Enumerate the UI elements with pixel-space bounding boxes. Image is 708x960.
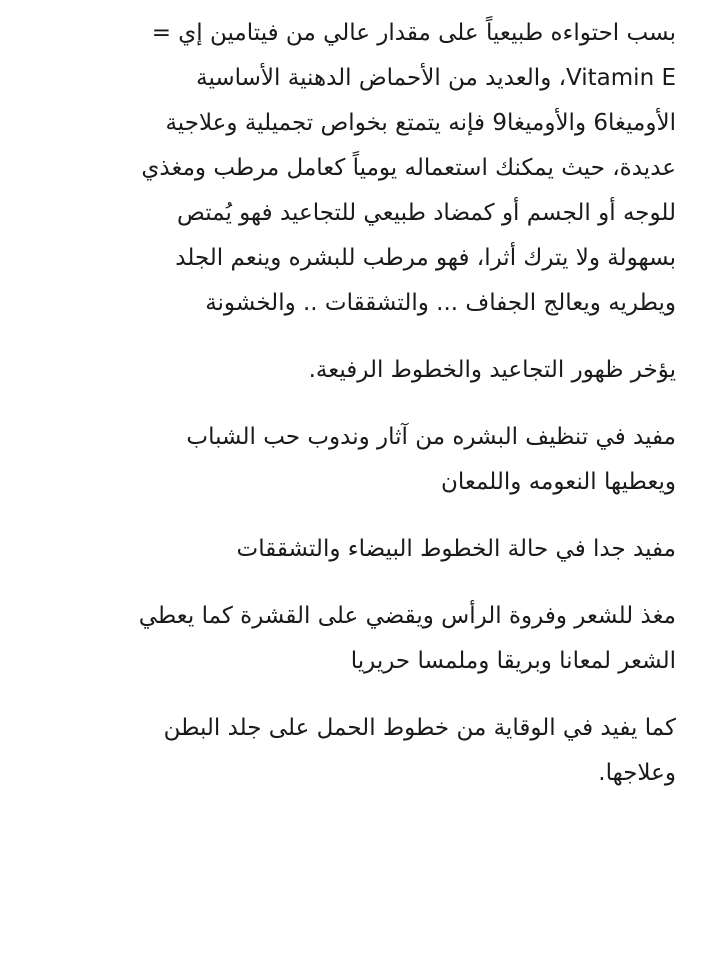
paragraph-stretch-lines [30, 527, 676, 572]
paragraph-spacer [30, 393, 676, 415]
paragraph-acne-scars [30, 415, 676, 505]
text-line: الأوميغا6 والأوميغا9 فإنه يتمتع بخواص تجميلية وعلاجية [165, 110, 676, 136]
paragraph-spacer [30, 505, 676, 527]
paragraph-wrinkles [30, 348, 676, 393]
text-line: بسهولة ولا يترك أثرا، فهو مرطب للبشره وينعم الجلد [175, 245, 676, 271]
paragraph-spacer [30, 326, 676, 348]
paragraph-pregnancy-marks [30, 706, 676, 796]
text-line: يؤخر ظهور التجاعيد والخطوط الرفيعة. [308, 357, 676, 383]
text-line: بسب احتواءه طبيعياً على مقدار عالي من فيتامين إي = [151, 20, 676, 46]
text-line: كما يفيد في الوقاية من خطوط الحمل على جلد البطن [163, 715, 676, 741]
paragraph-spacer [30, 684, 676, 706]
text-line: مغذ للشعر وفروة الرأس ويقضي على القشرة كما يعطي [138, 603, 676, 629]
text-line: عديدة، حيث يمكنك استعماله يومياً كعامل مرطب ومغذي [141, 155, 676, 181]
text-line: مفيد في تنظيف البشره من آثار وندوب حب الشباب [186, 424, 676, 450]
text-line: ويعطيها النعومه واللمعان [440, 469, 676, 495]
document-body [30, 0, 676, 796]
text-line: ويطريه ويعالج الجفاف ... والتشققات .. والخشونة [205, 290, 676, 316]
text-line: وعلاجها. [598, 760, 676, 786]
text-line: Vitamin E، والعديد من الأحماض الدهنية الأساسية [196, 65, 676, 91]
text-line: للوجه أو الجسم أو كمضاد طبيعي للتجاعيد فهو يُمتص [177, 200, 676, 226]
text-line: الشعر لمعانا وبريقا وملمسا حريريا [350, 648, 676, 674]
paragraph-hair [30, 594, 676, 684]
paragraph-spacer [30, 572, 676, 594]
paragraph-vitamin-e-benefits [30, 0, 676, 326]
text-line: مفيد جدا في حالة الخطوط البيضاء والتشققات [236, 536, 676, 562]
